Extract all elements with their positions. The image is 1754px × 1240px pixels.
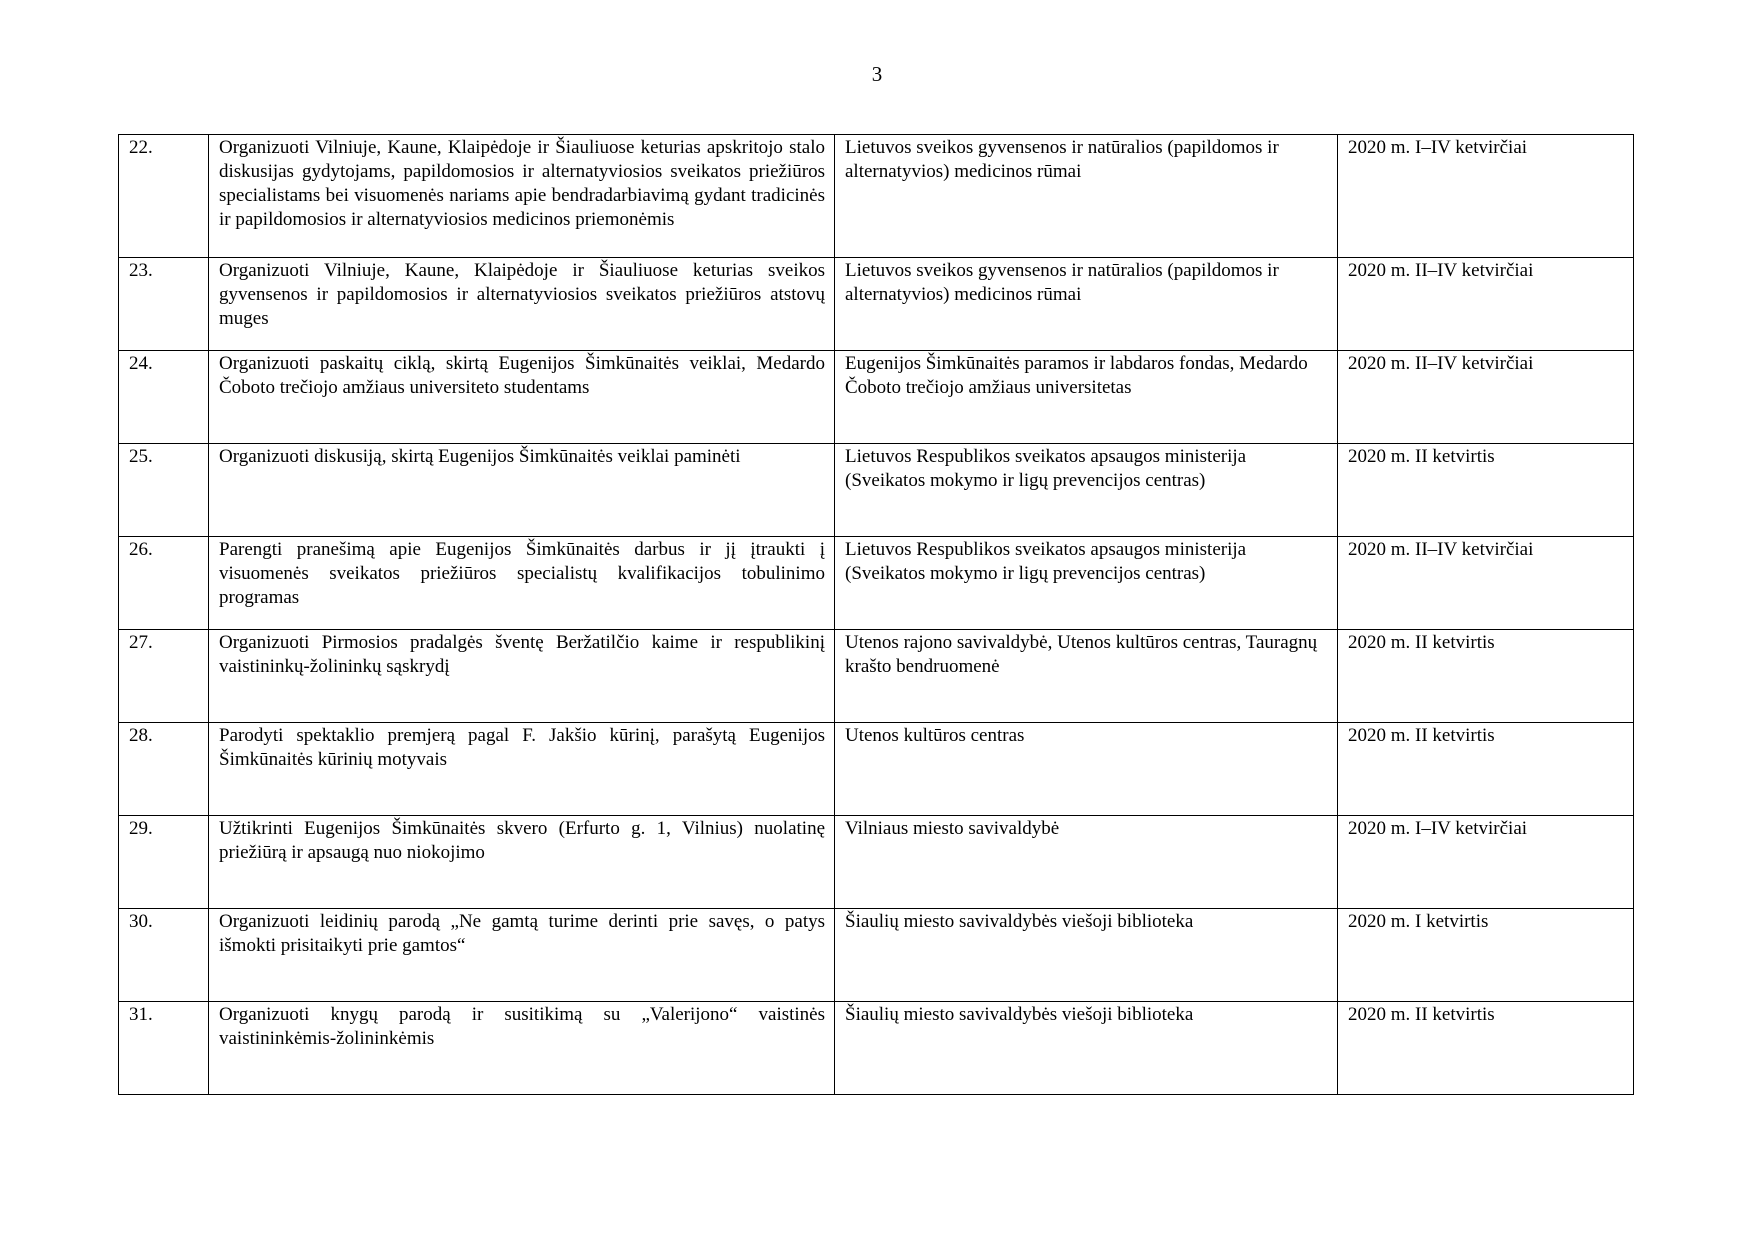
responsible-organizer: Vilniaus miesto savivaldybė	[835, 816, 1338, 909]
row-number: 23.	[119, 258, 209, 351]
responsible-organizer: Lietuvos Respublikos sveikatos apsaugos ministerija (Sveikatos mokymo ir ligų prevencijos centras)	[835, 444, 1338, 537]
table-row	[119, 258, 1634, 351]
implementation-term: 2020 m. I–IV ketvirčiai	[1338, 816, 1634, 909]
responsible-organizer: Šiaulių miesto savivaldybės viešoji biblioteka	[835, 1002, 1338, 1095]
table-row	[119, 135, 1634, 258]
implementation-term: 2020 m. II ketvirtis	[1338, 630, 1634, 723]
table-row	[119, 351, 1634, 444]
table-row	[119, 723, 1634, 816]
action-description: Organizuoti leidinių parodą „Ne gamtą turime derinti prie savęs, o patys išmokti prisitaikyti prie gamtos“	[209, 909, 835, 1002]
implementation-term: 2020 m. II–IV ketvirčiai	[1338, 258, 1634, 351]
table-row	[119, 444, 1634, 537]
responsible-organizer: Lietuvos sveikos gyvensenos ir natūralios (papildomos ir alternatyvios) medicinos rūmai	[835, 258, 1338, 351]
row-number: 30.	[119, 909, 209, 1002]
table-row	[119, 1002, 1634, 1095]
action-description: Užtikrinti Eugenijos Šimkūnaitės skvero (Erfurto g. 1, Vilnius) nuolatinę priežiūrą ir apsaugą nuo niokojimo	[209, 816, 835, 909]
row-number: 24.	[119, 351, 209, 444]
action-description: Organizuoti Pirmosios pradalgės šventę Beržatilčio kaime ir respublikinį vaistininkų-žolininkų sąskrydį	[209, 630, 835, 723]
implementation-term: 2020 m. II–IV ketvirčiai	[1338, 351, 1634, 444]
row-number: 29.	[119, 816, 209, 909]
action-description: Organizuoti diskusiją, skirtą Eugenijos Šimkūnaitės veiklai paminėti	[209, 444, 835, 537]
action-description: Parengti pranešimą apie Eugenijos Šimkūnaitės darbus ir jį įtraukti į visuomenės sveikatos priežiūros specialistų kvalifikacijos tobulinimo programas	[209, 537, 835, 630]
action-description: Organizuoti Vilniuje, Kaune, Klaipėdoje ir Šiauliuose keturias apskritojo stalo diskusijas gydytojams, papildomosios ir alternatyviosios sveikatos priežiūros specialistams bei visuomenės nariams apie bendradarbiavimą gydant tradicinės ir papildomosios ir alternatyviosios medicinos priemonėmis	[209, 135, 835, 258]
table-row	[119, 816, 1634, 909]
table-row	[119, 630, 1634, 723]
table-row	[119, 909, 1634, 1002]
action-plan-table	[118, 134, 1634, 1095]
responsible-organizer: Lietuvos sveikos gyvensenos ir natūralios (papildomos ir alternatyvios) medicinos rūmai	[835, 135, 1338, 258]
action-plan-table-body	[119, 135, 1634, 1095]
responsible-organizer: Utenos kultūros centras	[835, 723, 1338, 816]
responsible-organizer: Lietuvos Respublikos sveikatos apsaugos ministerija (Sveikatos mokymo ir ligų prevencijos centras)	[835, 537, 1338, 630]
row-number: 27.	[119, 630, 209, 723]
row-number: 26.	[119, 537, 209, 630]
action-description: Organizuoti Vilniuje, Kaune, Klaipėdoje ir Šiauliuose keturias sveikos gyvensenos ir papildomosios ir alternatyviosios sveikatos priežiūros atstovų muges	[209, 258, 835, 351]
page-number: 3	[871, 62, 883, 86]
implementation-term: 2020 m. II ketvirtis	[1338, 444, 1634, 537]
implementation-term: 2020 m. II ketvirtis	[1338, 1002, 1634, 1095]
implementation-term: 2020 m. II ketvirtis	[1338, 723, 1634, 816]
row-number: 28.	[119, 723, 209, 816]
responsible-organizer: Šiaulių miesto savivaldybės viešoji biblioteka	[835, 909, 1338, 1002]
row-number: 31.	[119, 1002, 209, 1095]
row-number: 25.	[119, 444, 209, 537]
table-row	[119, 537, 1634, 630]
implementation-term: 2020 m. I ketvirtis	[1338, 909, 1634, 1002]
action-description: Organizuoti paskaitų ciklą, skirtą Eugenijos Šimkūnaitės veiklai, Medardo Čoboto trečiojo amžiaus universiteto studentams	[209, 351, 835, 444]
responsible-organizer: Utenos rajono savivaldybė, Utenos kultūros centras, Tauragnų krašto bendruomenė	[835, 630, 1338, 723]
action-description: Organizuoti knygų parodą ir susitikimą su „Valerijono“ vaistinės vaistininkėmis-žolininkėmis	[209, 1002, 835, 1095]
action-description: Parodyti spektaklio premjerą pagal F. Jakšio kūrinį, parašytą Eugenijos Šimkūnaitės kūrinių motyvais	[209, 723, 835, 816]
implementation-term: 2020 m. II–IV ketvirčiai	[1338, 537, 1634, 630]
implementation-term: 2020 m. I–IV ketvirčiai	[1338, 135, 1634, 258]
row-number: 22.	[119, 135, 209, 258]
responsible-organizer: Eugenijos Šimkūnaitės paramos ir labdaros fondas, Medardo Čoboto trečiojo amžiaus universitetas	[835, 351, 1338, 444]
